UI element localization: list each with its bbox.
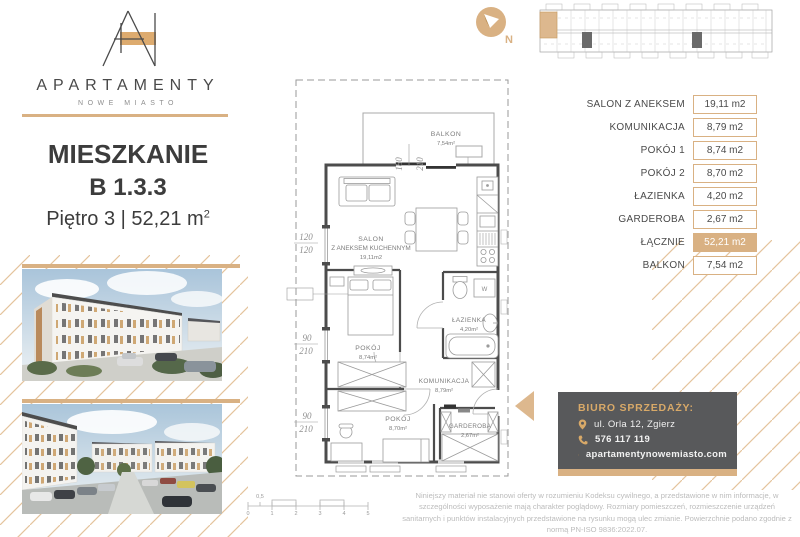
table-row: [587, 210, 757, 229]
scale-label: 4: [342, 511, 346, 517]
row-label: POKÓJ 2: [640, 168, 685, 179]
area-table: [587, 95, 757, 275]
listing-floor-area: [0, 207, 256, 232]
row-value: 8,70 m2: [693, 164, 757, 183]
sales-office-title: BIURO SPRZEDAŻY:: [578, 402, 694, 414]
label-komunikacja-area: 8,79m²: [434, 388, 454, 394]
sales-office-website[interactable]: apartamentynowemiasto.com: [585, 449, 727, 460]
scale-label: 3: [318, 511, 322, 517]
label-lazienka: ŁAZIENKA: [451, 317, 487, 324]
row-value: 7,54 m2: [693, 256, 757, 275]
legal-disclaimer: Niniejszy materiał nie stanowi oferty w rozumieniu Kodeksu cywilnego, a przedstawione w nim informacje, w szczególności wyposażenie mają charakter poglądowy. Rozmiary pomieszczeń, rozmieszczenie urządzeń sanitarnych i punktów instalacyjnych przedstawione na rysunku mogą ulec zmianie. Powierzchnie podano zgodnie z normą PN-ISO 9836:2022.07.: [402, 491, 792, 535]
scale-label: 2: [294, 511, 298, 517]
row-value-total: 52,21 m2: [693, 233, 757, 252]
globe-icon: [578, 450, 579, 460]
label-pokoj1-area: 8,74m²: [358, 355, 378, 361]
photo1-gold-bar: [22, 264, 240, 268]
sales-office-address: ul. Orla 12, Zgierz: [594, 419, 676, 430]
dim-win1-a: 120: [299, 232, 313, 242]
compass-label: N: [505, 34, 513, 46]
label-balkon: BALKON: [430, 131, 462, 138]
sales-office-phone-row: [578, 434, 727, 445]
dim-win2-a: 90: [302, 333, 312, 343]
floor-area-text: Piętro 3 | 52,21 m: [46, 207, 204, 230]
dim-win3-a: 90: [302, 411, 312, 421]
label-lazienka-area: 4,20m²: [459, 327, 479, 333]
sales-office-box: [558, 392, 737, 469]
sales-office-website-row[interactable]: [578, 449, 727, 460]
label-pokoj2-area: 8,70m²: [388, 426, 408, 432]
photo2-gold-bar: [22, 399, 240, 403]
brand-tagline: NOWE MIASTO: [78, 100, 178, 107]
dim-win3-b: 210: [299, 424, 313, 434]
row-value: 2,67 m2: [693, 210, 757, 229]
sales-office-address-row: [578, 419, 727, 430]
area-superscript: 2: [203, 207, 210, 220]
row-value: 8,74 m2: [693, 141, 757, 160]
table-row: [587, 187, 757, 206]
brand-logo: [0, 8, 256, 107]
label-washer: W: [481, 287, 488, 293]
scale-label: 1: [270, 511, 274, 517]
phone-icon: [578, 435, 588, 445]
sales-office-gold-bar: [558, 469, 737, 476]
north-compass-icon: [474, 5, 522, 49]
floor-plan: [285, 70, 540, 488]
label-salon: SALON: [358, 236, 384, 243]
highlighted-unit-marker: [540, 12, 557, 38]
location-pin-icon: [578, 419, 587, 430]
table-row: [587, 118, 757, 137]
label-salon-2: Z ANEKSEM KUCHENNYM: [331, 245, 411, 252]
gold-divider: [22, 114, 228, 117]
scale-bar: [242, 492, 382, 518]
scale-label: 5: [366, 511, 370, 517]
table-row: [587, 95, 757, 114]
row-value: 4,20 m2: [693, 187, 757, 206]
table-row-total: [587, 233, 757, 252]
brand-name: APARTAMENTY: [36, 77, 220, 94]
row-label: KOMUNIKACJA: [609, 122, 685, 133]
listing-unit-number: B 1.3.3: [89, 173, 167, 201]
building-photo-1: [22, 269, 222, 381]
row-label: BALKON: [642, 260, 685, 271]
table-row: [587, 164, 757, 183]
label-komunikacja: KOMUNIKACJA: [418, 378, 470, 385]
sales-office-phone: 576 117 119: [595, 434, 651, 445]
brand-monogram-icon: [99, 8, 157, 68]
building-photo-2: [22, 404, 222, 514]
dim-win2-b: 210: [299, 346, 313, 356]
corridor-side-detail: [501, 230, 507, 444]
dim-balcony-b: 210: [415, 157, 425, 171]
label-garderoba: GARDEROBA: [448, 423, 492, 430]
dim-win1-b: 120: [299, 245, 313, 255]
row-value: 19,11 m2: [693, 95, 757, 114]
label-salon-area: 19,11m2: [359, 255, 383, 261]
label-garderoba-area: 2,67m²: [460, 433, 480, 439]
table-row: [587, 256, 757, 275]
row-label: GARDEROBA: [618, 214, 685, 225]
scale-half-label: 0,5: [256, 494, 264, 500]
dim-balcony-a: 180: [394, 157, 404, 171]
table-row: [587, 141, 757, 160]
row-label: ŁĄCZNIE: [640, 237, 685, 248]
label-balkon-area: 7,54m²: [436, 141, 456, 147]
listing-type: MIESZKANIE: [47, 139, 209, 169]
row-label: ŁAZIENKA: [634, 191, 685, 202]
row-label: SALON Z ANEKSEM: [586, 99, 685, 110]
label-pokoj2: POKÓJ: [385, 416, 411, 423]
row-value: 8,79 m2: [693, 118, 757, 137]
scale-label: 0: [246, 511, 250, 517]
entrance-arrow-icon: [515, 391, 534, 421]
building-level-overview: [518, 2, 792, 64]
listing-heading: [0, 138, 256, 232]
row-label: POKÓJ 1: [640, 145, 685, 156]
label-pokoj1: POKÓJ: [355, 345, 381, 352]
